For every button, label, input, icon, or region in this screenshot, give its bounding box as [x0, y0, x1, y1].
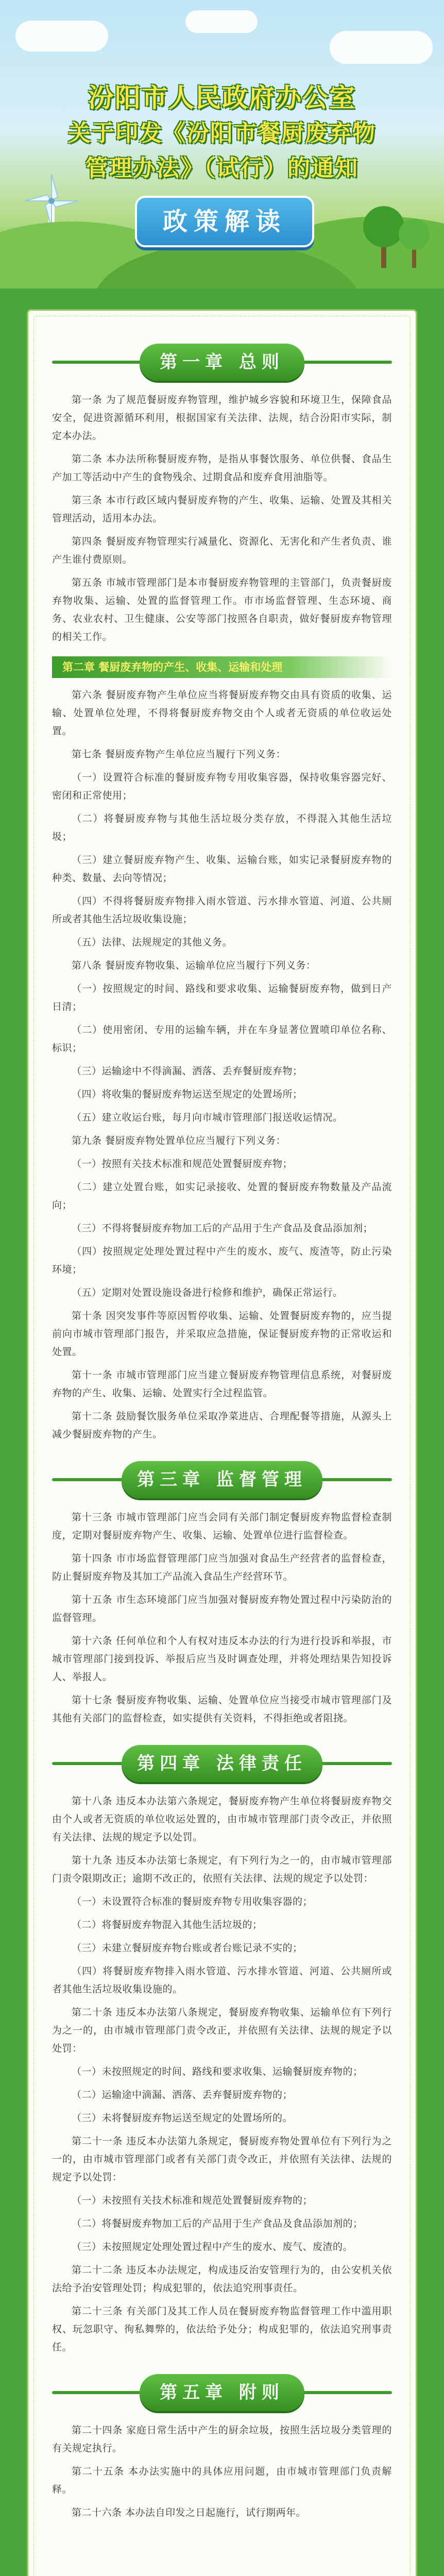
article-paragraph: 第二十四条 家庭日常生活中产生的厨余垃圾，按照生活垃圾分类管理的有关规定执行。 [52, 2425, 392, 2454]
document-body [52, 344, 392, 2522]
page-title-line3: 管理办法》（试行）的通知 [86, 155, 358, 181]
article-paragraph: （二）运输途中滴漏、洒落、丢弃餐厨废弃物的； [72, 2089, 293, 2100]
article-paragraph: （三）未将餐厨废弃物运送至规定的处置场所的。 [72, 2112, 293, 2124]
chapter-title: 第四章 法律责任 [122, 1745, 322, 1782]
article-paragraph: 第三条 本市行政区域内餐厨废弃物的产生、收集、运输、处置及其相关管理活动，适用本办法。 [52, 495, 392, 524]
article-paragraph: 第二十条 违反本办法第八条规定，餐厨废弃物收集、运输单位有下列行为之一的，由市城市管理部门责令改正，并依照有关法律、法规的规定予以处罚： [52, 2007, 392, 2054]
article-paragraph: （一）按照有关技术标准和规范处置餐厨废弃物； [72, 1158, 293, 1170]
article-paragraph: （三）未按照规定处理处置过程中产生的废水、废气、废渣的。 [72, 2241, 353, 2252]
article-paragraph: （二）将餐厨废弃物与其他生活垃圾分类存放，不得混入其他生活垃圾； [52, 813, 392, 842]
cloud-decoration [185, 10, 258, 33]
document-card [27, 309, 417, 2576]
article-paragraph: （三）运输途中不得滴漏、洒落、丢弃餐厨废弃物； [72, 1065, 303, 1077]
article-paragraph: （二）建立处置台账，如实记录接收、处置的餐厨废弃物数量及产品流向； [52, 1181, 392, 1211]
article-paragraph: （四）将餐厨废弃物排入雨水管道、污水排水管道、河道、公共厕所或者其他生活垃圾收集设施的。 [52, 1965, 392, 1995]
article-paragraph: （三）不得将餐厨废弃物加工后的产品用于生产食品及食品添加剂； [72, 1223, 373, 1234]
cloud-decoration [330, 31, 433, 64]
article-paragraph: 第十一条 市城市管理部门应当建立餐厨废弃物管理信息系统，对餐厨废弃物的产生、收集、运输、处置实行全过程监管。 [52, 1369, 392, 1399]
cloud-decoration [15, 21, 108, 52]
article-paragraph: 第二十一条 违反本办法第九条规定，餐厨废弃物处置单位有下列行为之一的，由市城市管理部门或者有关部门责令改正，并依照有关法律、法规的规定予以处罚： [52, 2136, 392, 2183]
chapter-heading [52, 1745, 392, 1782]
article-paragraph: 第十四条 市市场监督管理部门应当加强对食品生产经营者的监督检查，防止餐厨废弃物及其加工产品流入食品生产经营环节。 [52, 1553, 392, 1582]
article-paragraph: （四）按照规定处理处置过程中产生的废水、废气、废渣等，防止污染环境； [52, 1246, 392, 1275]
article-paragraph: 第十八条 违反本办法第六条规定，餐厨废弃物产生单位将餐厨废弃物交由个人或者无资质的单位收运处置的，由市城市管理部门责令改正，并依照有关法律、法规的规定予以处罚。 [52, 1795, 392, 1843]
trees-icon [361, 180, 438, 268]
article-paragraph: （四）不得将餐厨废弃物排入雨水管道、污水排水管道、河道、公共厕所或者其他生活垃圾收集设施； [52, 895, 392, 925]
article-paragraph: 第二十三条 有关部门及其工作人员在餐厨废弃物监督管理工作中滥用职权、玩忽职守、徇私舞弊的，依法给予处分；构成犯罪的，依法追究刑事责任。 [52, 2306, 392, 2353]
section-heading: 第二章 餐厨废弃物的产生、收集、运输和处理 [52, 656, 392, 678]
article-paragraph: （一）未按照有关技术标准和规范处置餐厨废弃物的； [72, 2195, 313, 2206]
article-paragraph: （五）法律、法规规定的其他义务。 [72, 937, 233, 948]
article-paragraph: （二）将餐厨废弃物加工后的产品用于生产食品及食品添加剂的； [72, 2218, 363, 2229]
hero-header [0, 0, 444, 289]
article-paragraph: 第四条 餐厨废弃物管理实行减量化、资源化、无害化和产生者负责、谁产生谁付费原则。 [52, 536, 392, 565]
article-paragraph: 第十五条 市生态环境部门应当加强对餐厨废弃物处置过程中污染防治的监督管理。 [52, 1594, 392, 1623]
chapter-heading [52, 2374, 392, 2411]
article-paragraph: 第十三条 市城市管理部门应当会同有关部门制定餐厨废弃物监督检查制度，定期对餐厨废弃物产生、收集、运输、处置单位进行监督检查。 [52, 1512, 392, 1541]
article-paragraph: （一）未按照规定的时间、路线和要求收集、运输餐厨废弃物的； [72, 2066, 363, 2077]
article-paragraph: 第十九条 违反本办法第七条规定，有下列行为之一的，由市城市管理部门责令限期改正；逾期不改正的，依照有关法律、法规的规定予以处罚： [52, 1855, 392, 1884]
article-paragraph: （三）未建立餐厨废弃物台账或者台账记录不实的； [72, 1942, 303, 1954]
page-title-line1: 汾阳市人民政府办公室 [88, 83, 356, 113]
article-paragraph: 第二十二条 违反本办法规定，构成违反治安管理行为的，由公安机关依法给予治安管理处罚；构成犯罪的，依法追究刑事责任。 [52, 2264, 392, 2294]
article-paragraph: 第十条 因突发事件等原因暂停收集、运输、处置餐厨废弃物的，应当提前向市城市管理部门报告，并采取应急措施，保证餐厨废弃物的正常收运和处置。 [52, 1310, 392, 1358]
article-paragraph: （二）将餐厨废弃物混入其他生活垃圾的； [72, 1919, 263, 1930]
article-paragraph: 第一条 为了规范餐厨废弃物管理，维护城乡容貌和环境卫生，保障食品安全，促进资源循环利用，根据国家有关法律、法规，结合汾阳市实际，制定本办法。 [52, 394, 392, 442]
chapter-title: 第三章 监督管理 [122, 1461, 322, 1498]
article-paragraph: （一）按照规定的时间、路线和要求收集、运输餐厨废弃物，做到日产日清； [52, 983, 392, 1012]
article-paragraph: （三）建立餐厨废弃物产生、收集、运输台账，如实记录餐厨废弃物的种类、数量、去向等情况； [52, 854, 392, 884]
article-paragraph: （四）将收集的餐厨废弃物运送至规定的处置场所； [72, 1089, 303, 1100]
chapter-heading [52, 344, 392, 381]
article-paragraph: 第五条 市城市管理部门是本市餐厨废弃物管理的主管部门，负责餐厨废弃物收集、运输、处置的监督管理工作。市市场监督管理、生态环境、商务、农业农村、卫生健康、公安等部门按照各自职责，做好餐厨废弃物管理的相关工作。 [52, 577, 392, 642]
policy-interpretation-banner: 政策解读 [135, 196, 314, 247]
chapter-title: 第五章 附则 [140, 2374, 304, 2411]
article-paragraph: （二）使用密闭、专用的运输车辆，并在车身显著位置喷印单位名称、标识； [52, 1024, 392, 1054]
article-paragraph: 第二条 本办法所称餐厨废弃物，是指从事餐饮服务、单位供餐、食品生产加工等活动中产生的食物残余、过期食品和废弃食用油脂等。 [52, 453, 392, 483]
article-paragraph: 第八条 餐厨废弃物收集、运输单位应当履行下列义务： [72, 960, 316, 971]
chapter-title: 第一章 总则 [140, 344, 304, 381]
article-paragraph: （五）定期对处置设施设备进行检修和维护，确保正常运行。 [72, 1287, 343, 1298]
page-title-line2: 关于印发《汾阳市餐厨废弃物 [68, 120, 376, 146]
chapter-heading [52, 1461, 392, 1498]
article-paragraph: 第十六条 任何单位和个人有权对违反本办法的行为进行投诉和举报，市城市管理部门接到投诉、举报后应当及时调查处理，并将处理结果告知投诉人、举报人。 [52, 1635, 392, 1683]
article-paragraph: （一）设置符合标准的餐厨废弃物专用收集容器，保持收集容器完好、密闭和正常使用； [52, 772, 392, 801]
article-paragraph: （一）未设置符合标准的餐厨废弃物专用收集容器的； [72, 1896, 313, 1907]
article-paragraph: 第十七条 餐厨废弃物收集、运输、处置单位应当接受市城市管理部门及其他有关部门的监督检查，如实提供有关资料，不得拒绝或者阻挠。 [52, 1694, 392, 1724]
article-paragraph: 第二十六条 本办法自印发之日起施行，试行期两年。 [72, 2507, 306, 2518]
article-paragraph: （五）建立收运台账，每月向市城市管理部门报送收运情况。 [72, 1112, 343, 1123]
article-paragraph: 第六条 餐厨废弃物产生单位应当将餐厨废弃物交由具有资质的收集、运输、处置单位处理，不得将餐厨废弃物交由个人或者无资质的单位收运处置。 [52, 689, 392, 737]
article-paragraph: 第九条 餐厨废弃物处置单位应当履行下列义务： [72, 1135, 286, 1146]
article-paragraph: 第十二条 鼓励餐饮服务单位采取净菜进店、合理配餐等措施，从源头上减少餐厨废弃物的产生。 [52, 1411, 392, 1440]
article-paragraph: 第七条 餐厨废弃物产生单位应当履行下列义务： [72, 749, 286, 760]
article-paragraph: 第二十五条 本办法实施中的具体应用问题，由市城市管理部门负责解释。 [52, 2466, 392, 2495]
